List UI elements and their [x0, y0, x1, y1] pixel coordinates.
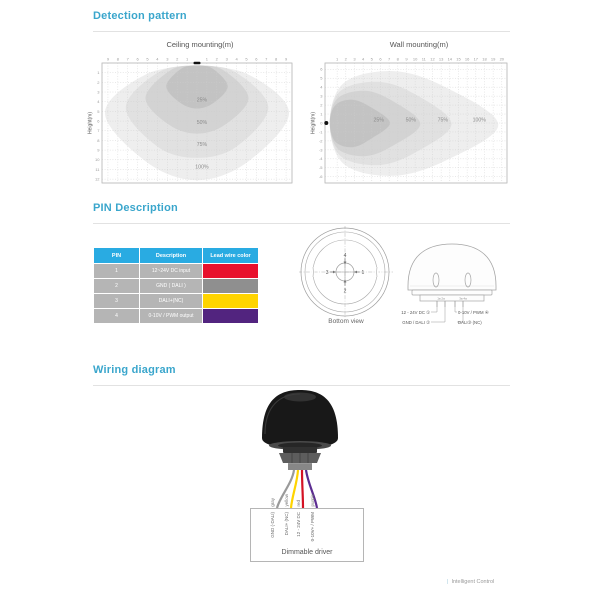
svg-text:25%: 25% — [196, 97, 208, 104]
svg-text:6: 6 — [97, 118, 100, 124]
svg-text:5: 5 — [370, 56, 373, 62]
wire-color-swatch-purple — [203, 309, 258, 323]
svg-text:-5: -5 — [318, 165, 323, 171]
driver-terminal-pwm: 0-10V+ / PWM — [310, 512, 315, 542]
wire-color-label-red: red — [296, 500, 301, 507]
svg-text:-3: -3 — [318, 147, 323, 153]
svg-text:8: 8 — [396, 56, 399, 62]
device-flange — [412, 290, 492, 295]
svg-text:4: 4 — [235, 56, 238, 62]
svg-text:-1: -1 — [318, 129, 323, 135]
ceiling-chart-title: Ceiling mounting(m) — [166, 40, 234, 49]
svg-text:5: 5 — [320, 75, 323, 81]
wall-chart-plot — [310, 52, 514, 188]
section-title-detection: Detection pattern — [93, 10, 187, 22]
svg-text:2: 2 — [215, 56, 218, 62]
svg-text:1: 1 — [205, 56, 209, 62]
table-row — [94, 309, 258, 323]
svg-text:3: 3 — [97, 89, 100, 95]
section-title-wiring: Wiring diagram — [93, 364, 176, 376]
pin-table — [93, 247, 259, 324]
svg-text:2: 2 — [176, 56, 179, 62]
section-divider — [93, 31, 510, 32]
svg-text:7: 7 — [97, 128, 100, 134]
svg-text:9: 9 — [405, 56, 408, 62]
device-dome — [408, 244, 496, 290]
driver-terminal-gnd: GND (-DALI) — [270, 512, 275, 538]
pin-label-2: 2 — [343, 288, 347, 295]
connector-collar — [283, 447, 317, 453]
svg-text:2: 2 — [320, 102, 323, 108]
svg-text:0: 0 — [320, 120, 323, 126]
svg-text:12: 12 — [95, 176, 100, 182]
svg-text:4: 4 — [97, 99, 100, 105]
svg-text:11: 11 — [421, 56, 426, 62]
pin-description: GND ( DALI ) — [140, 279, 202, 293]
wire-color-swatch-yellow — [203, 294, 258, 308]
side-view-diagram — [398, 234, 518, 334]
table-row — [94, 264, 258, 278]
svg-text:3: 3 — [320, 93, 323, 99]
svg-text:19: 19 — [490, 56, 496, 62]
bottom-view-diagram — [299, 226, 393, 318]
wire-color-swatch-gray — [203, 279, 258, 293]
footer-separator: | — [447, 579, 449, 585]
driver-terminal-dali: DALI+ (NC) — [284, 512, 289, 536]
svg-text:20: 20 — [499, 56, 505, 62]
table-row — [94, 294, 258, 308]
lead-stubs — [437, 301, 463, 307]
svg-text:75%: 75% — [437, 117, 449, 124]
ceiling-chart-plot — [87, 52, 299, 188]
svg-text:1: 1 — [97, 70, 100, 76]
lead-wire-color-col-header: Lead wire color — [203, 248, 258, 263]
svg-text:6: 6 — [379, 56, 382, 62]
svg-text:Height(m): Height(m) — [87, 112, 94, 134]
pin-number: 2 — [94, 279, 139, 293]
svg-text:4: 4 — [362, 56, 365, 62]
svg-text:-2: -2 — [318, 138, 323, 144]
pin-description: 0-10V / PWM output — [140, 309, 202, 323]
footer-text: Intelligent Control — [451, 579, 495, 585]
sensor-illustration — [252, 386, 348, 470]
section-title-pin: PIN Description — [93, 202, 178, 214]
pin-label-1: 1 — [361, 270, 365, 276]
pin-table-header-row — [94, 248, 258, 263]
pin-col-header: PIN — [94, 248, 139, 263]
svg-text:100%: 100% — [472, 117, 486, 124]
svg-text:12: 12 — [430, 56, 435, 62]
svg-text:17: 17 — [473, 56, 479, 62]
svg-text:7: 7 — [388, 56, 391, 62]
pin1-wire-label: 12 - 24V DC ① — [401, 309, 430, 315]
svg-text:9: 9 — [106, 56, 110, 62]
svg-text:16: 16 — [464, 56, 470, 62]
svg-text:2: 2 — [344, 56, 347, 62]
pin-arrowhead — [354, 271, 357, 274]
leader-line — [455, 307, 457, 312]
pin-label-4: 4 — [343, 253, 347, 259]
svg-text:3: 3 — [225, 56, 228, 62]
driver-label: Dimmable driver — [281, 549, 333, 556]
svg-text:6: 6 — [255, 56, 258, 62]
svg-text:50%: 50% — [196, 119, 208, 126]
svg-text:10: 10 — [412, 56, 418, 62]
bottom-view-caption: Bottom view — [328, 318, 364, 325]
svg-text:9: 9 — [97, 147, 100, 153]
svg-text:5: 5 — [97, 108, 100, 114]
svg-text:1: 1 — [336, 56, 339, 62]
svg-text:-6: -6 — [318, 174, 323, 180]
pin-label-3: 3 — [325, 270, 329, 276]
wire-red — [302, 470, 303, 508]
svg-text:14: 14 — [447, 56, 453, 62]
svg-text:10: 10 — [95, 157, 100, 163]
pin4-wire-label: 0-10V / PWM ④ — [458, 309, 489, 315]
svg-text:7: 7 — [265, 56, 268, 62]
svg-text:6: 6 — [320, 66, 323, 72]
page-footer — [447, 579, 494, 585]
pin-number: 4 — [94, 309, 139, 323]
svg-text:25%: 25% — [373, 117, 384, 124]
pin-number: 1 — [94, 264, 139, 278]
svg-text:2: 2 — [97, 79, 100, 85]
svg-text:-4: -4 — [318, 156, 323, 162]
svg-text:4: 4 — [156, 56, 159, 62]
svg-text:50%: 50% — [405, 117, 416, 124]
connector-strip — [420, 295, 484, 301]
svg-text:13: 13 — [438, 56, 444, 62]
wire-color-label-purple: purple — [310, 494, 315, 507]
pin-arrowhead — [333, 271, 336, 274]
svg-text:75%: 75% — [196, 142, 208, 149]
wire-color-label-gray: gray — [270, 498, 275, 507]
svg-text:100%: 100% — [195, 164, 209, 171]
driver-terminal-dc: 12 - 24V DC — [296, 512, 301, 537]
svg-text:1: 1 — [320, 111, 323, 117]
dimmable-driver-box — [250, 508, 364, 562]
section-divider — [93, 223, 510, 224]
pin-description: DALI+(NC) — [140, 294, 202, 308]
svg-text:8: 8 — [116, 56, 119, 62]
pin2-wire-label: GND / DALI ② — [402, 319, 430, 325]
svg-text:5: 5 — [245, 56, 248, 62]
svg-text:9: 9 — [284, 56, 288, 62]
svg-text:3: 3 — [353, 56, 356, 62]
svg-text:3: 3 — [166, 56, 169, 62]
svg-text:7: 7 — [126, 56, 129, 62]
svg-text:5: 5 — [146, 56, 149, 62]
table-row — [94, 279, 258, 293]
description-col-header: Description — [140, 248, 202, 263]
svg-text:15: 15 — [456, 56, 461, 62]
svg-text:1: 1 — [185, 56, 189, 62]
ceiling-mounting-chart — [87, 40, 299, 188]
pin3-wire-label: DALI③ (NC) — [458, 319, 482, 325]
pin-number: 3 — [94, 294, 139, 308]
wall-chart-title: Wall mounting(m) — [389, 40, 449, 49]
svg-text:8: 8 — [97, 137, 100, 143]
svg-text:Height(m): Height(m) — [310, 112, 317, 134]
leader-line — [431, 307, 437, 312]
port-group-left: 1a 2a — [437, 296, 445, 301]
wall-mounting-chart — [310, 40, 514, 188]
svg-text:4: 4 — [320, 84, 323, 90]
svg-text:8: 8 — [275, 56, 278, 62]
svg-text:18: 18 — [482, 56, 487, 62]
wire-color-label-yellow: yellow — [284, 494, 289, 507]
port-group-right: 3a 4a — [459, 296, 467, 301]
svg-text:11: 11 — [95, 166, 100, 172]
leader-line — [431, 307, 445, 322]
wire-color-swatch-red — [203, 264, 258, 278]
svg-text:6: 6 — [136, 56, 139, 62]
pin-description: 12~24V DC input — [140, 264, 202, 278]
